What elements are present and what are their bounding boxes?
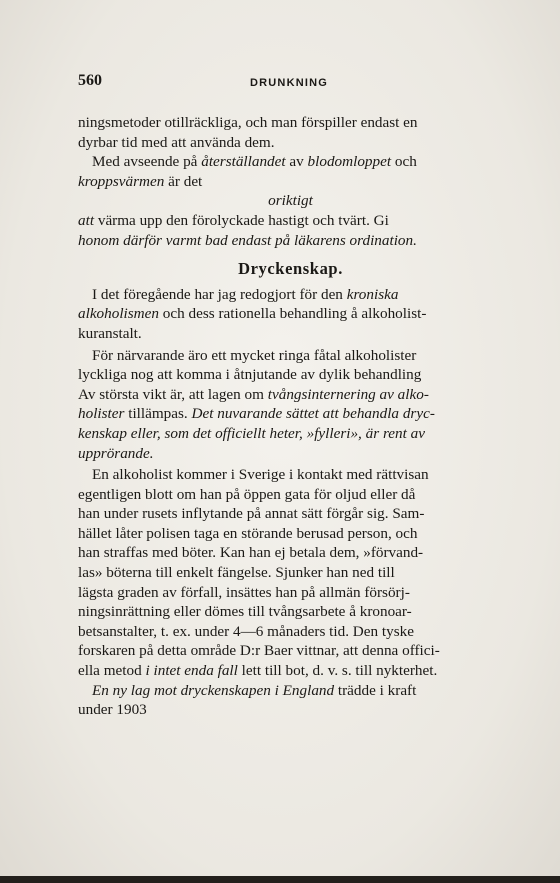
page-number: 560 — [78, 72, 102, 89]
text-run: I det föregående har jag redogjort för den — [92, 285, 347, 303]
text-line — [78, 152, 503, 172]
text-line: las» böterna till enkelt fängelse. Sjunker han ned till — [78, 564, 395, 582]
text-line: dyrbar tid med att använda dem. — [78, 133, 275, 151]
text-run: av — [285, 153, 308, 171]
text-line: egentligen blott om han på öppen gata för oljud eller då — [78, 485, 416, 503]
text-line — [78, 172, 503, 192]
italic-run: återställandet — [201, 153, 286, 171]
italic-run: Det nuvarande sättet att behandla dryc- — [191, 405, 435, 423]
text-line — [78, 285, 503, 305]
text-run: och dess rationella behandling å alkoholist- — [159, 305, 427, 323]
text-line: För närvarande äro ett mycket ringa fåtal alkoholister — [92, 346, 417, 364]
text-line: han straffas med böter. Kan han ej betala dem, »förvand- — [78, 544, 424, 562]
text-line — [78, 304, 503, 324]
italic-run: tvångsinternering av alko- — [267, 385, 429, 403]
text-line — [78, 211, 503, 231]
italic-run: blodomloppet — [307, 153, 392, 171]
text-line: ningsinrättning eller dömes till tvångsarbete å kronoar- — [78, 603, 412, 621]
text-line: hället låter polisen taga en störande berusad person, och — [78, 524, 418, 542]
centered-emphasis: oriktigt — [268, 192, 313, 210]
text-run: och — [391, 153, 417, 171]
text-run: trädde i kraft — [334, 681, 417, 699]
text-line: betsanstalter, t. ex. under 4—6 månaders tid. Den tyske — [78, 622, 414, 640]
text-line: under 1903 — [78, 701, 147, 719]
text-line — [78, 385, 503, 405]
text-line: ningsmetoder otillräckliga, och man förspiller endast en — [78, 114, 418, 131]
italic-run: kroppsvärmen — [78, 172, 165, 190]
text-line: lyckliga nog att komma i åtnjutande av dylik behandling — [78, 366, 422, 384]
text-line: forskaren på detta område D:r Baer vittnar, att denna offici- — [78, 642, 440, 660]
text-run: lett till bot, d. v. s. till nykterhet. — [237, 662, 438, 680]
text-run: Med avseende på — [92, 153, 202, 171]
italic-run: alkoholismen — [78, 305, 159, 323]
page-edge-shadow — [0, 876, 560, 883]
text-line: kuranstalt. — [78, 324, 142, 342]
text-line — [78, 681, 503, 701]
text-run: värma upp den förolyckade hastigt och tvärt. Gi — [94, 211, 389, 229]
text-line: han under rusets inflytande på annat sätt förgår sig. Sam- — [78, 505, 425, 523]
text-run: tillämpas. — [124, 405, 192, 423]
italic-run: kroniska — [346, 285, 399, 303]
text-run: är det — [164, 172, 203, 190]
text-run: ella metod — [78, 662, 146, 680]
text-line: honom därför varmt bad endast på läkarens ordination. — [78, 231, 417, 249]
text-line: En alkoholist kommer i Sverige i kontakt med rättvisan — [92, 466, 429, 484]
running-header — [78, 72, 503, 92]
text-line — [78, 661, 503, 681]
italic-run: En ny lag mot dryckenskapen i England — [92, 681, 335, 699]
italic-run: att — [78, 211, 95, 229]
text-line: lägsta graden av förfall, insättes han på allmän försörj- — [78, 583, 410, 601]
text-line: kenskap eller, som det officiellt heter, »fylleri», är rent av — [78, 424, 425, 442]
text-line: upprörande. — [78, 444, 154, 462]
section-heading: Dryckenskap. — [238, 259, 343, 279]
text-line — [78, 404, 503, 424]
running-title: DRUNKNING — [250, 77, 329, 89]
text-run: Av största vikt är, att lagen om — [78, 385, 268, 403]
italic-run: i intet enda fall — [145, 662, 238, 680]
italic-run: holister — [78, 405, 125, 423]
page-body — [78, 113, 503, 720]
